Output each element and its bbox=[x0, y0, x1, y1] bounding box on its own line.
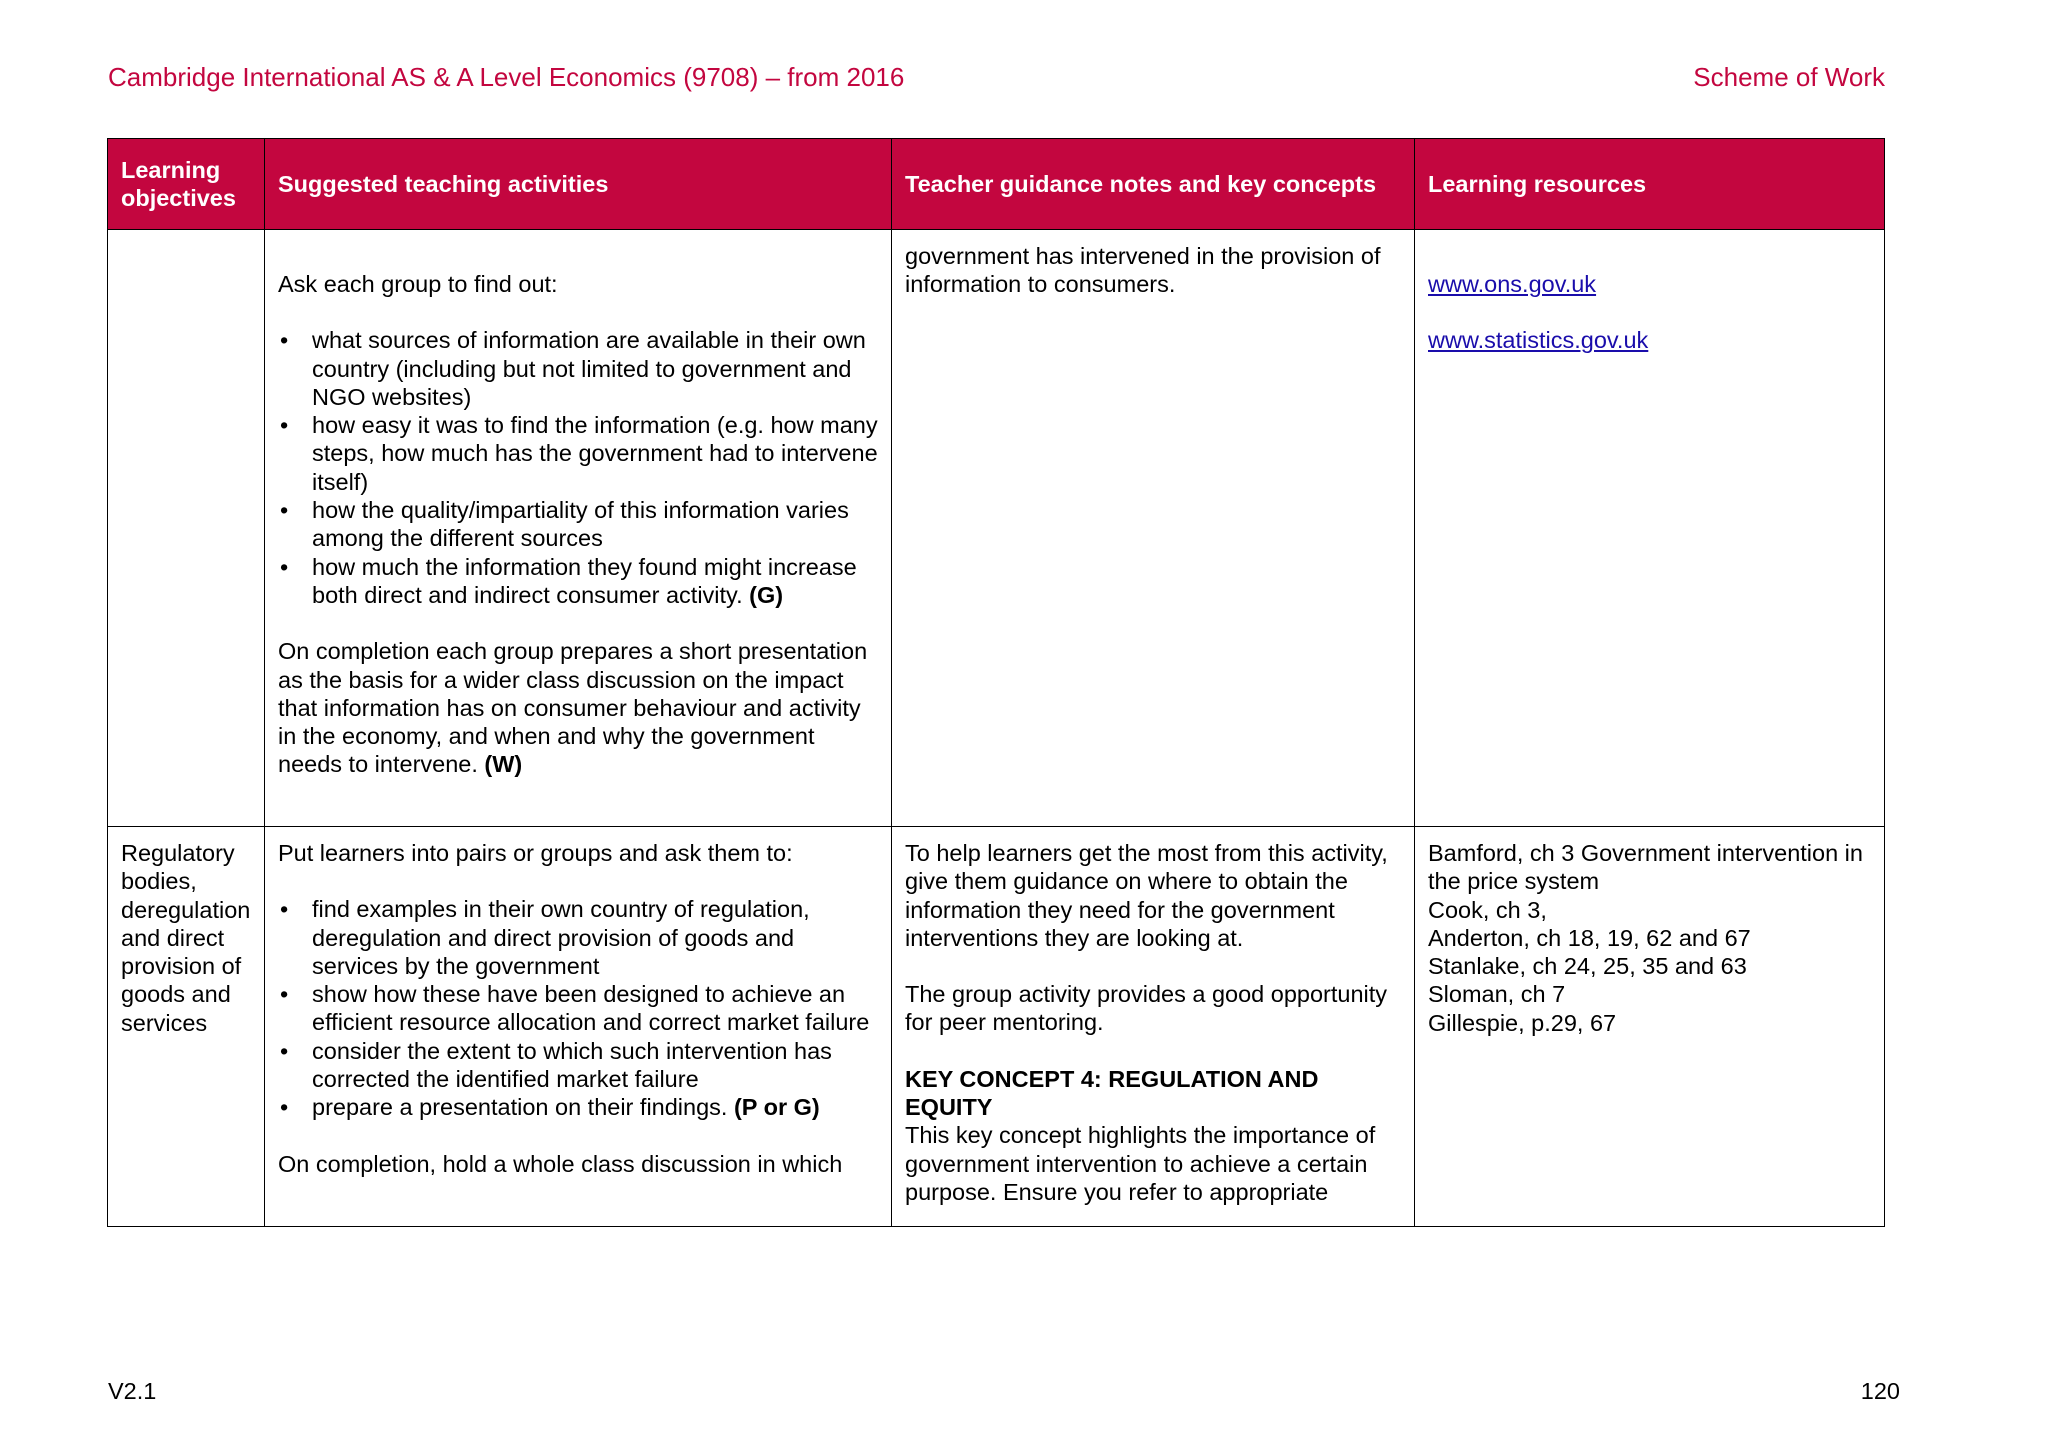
document-title: Cambridge International AS & A Level Economics (9708) – from 2016 bbox=[108, 62, 905, 92]
document-type: Scheme of Work bbox=[1693, 62, 1885, 92]
list-item: • how much the information they found might increase both direct and indirect consumer activity. (G) bbox=[278, 553, 879, 610]
objective-cell bbox=[108, 230, 265, 827]
activities-cell bbox=[265, 230, 892, 827]
list-item: • what sources of information are available in their own country (including but not limited to government and NGO websites) bbox=[278, 326, 879, 411]
scheme-of-work-table bbox=[107, 138, 1885, 1227]
table-row bbox=[108, 230, 1885, 827]
column-header-objectives: Learning objectives bbox=[108, 139, 265, 230]
list-item: • prepare a presentation on their findings. (P or G) bbox=[278, 1093, 879, 1121]
guidance-text: government has intervened in the provision of information to consumers. bbox=[905, 243, 1381, 298]
key-concept-text: This key concept highlights the importance of government intervention to achieve a certain purpose. Ensure you refer to appropriate bbox=[905, 1122, 1376, 1205]
resources-cell bbox=[1415, 230, 1885, 827]
activities-intro: Put learners into pairs or groups and ask them to: bbox=[278, 840, 793, 866]
activities-bullet-list bbox=[278, 895, 879, 1121]
grouping-tag: (G) bbox=[749, 581, 784, 608]
grouping-tag: (W) bbox=[484, 751, 523, 778]
table-header-row bbox=[108, 139, 1885, 230]
resource-item: Cook, ch 3, bbox=[1428, 896, 1547, 923]
grouping-tag: (P or G) bbox=[733, 1094, 820, 1121]
objective-cell: Regulatory bodies, deregulation and direct provision of goods and services bbox=[108, 827, 265, 1227]
resource-link-ons[interactable]: www.ons.gov.uk bbox=[1428, 271, 1597, 297]
resources-cell bbox=[1415, 827, 1885, 1227]
resource-item: Sloman, ch 7 bbox=[1428, 981, 1566, 1008]
table-row bbox=[108, 827, 1885, 1227]
list-item: • find examples in their own country of regulation, deregulation and direct provision of goods and services by the government bbox=[278, 895, 879, 980]
activities-cell bbox=[265, 827, 892, 1227]
key-concept-title: KEY CONCEPT 4: REGULATION AND EQUITY bbox=[905, 1065, 1319, 1121]
list-item: • show how these have been designed to achieve an efficient resource allocation and correct market failure bbox=[278, 980, 879, 1037]
resource-item: Stanlake, ch 24, 25, 35 and 63 bbox=[1428, 953, 1747, 980]
column-header-guidance: Teacher guidance notes and key concepts bbox=[892, 139, 1415, 230]
resource-link-statistics[interactable]: www.statistics.gov.uk bbox=[1428, 327, 1649, 354]
list-item: • how the quality/impartiality of this information varies among the different sources bbox=[278, 496, 879, 553]
column-header-activities: Suggested teaching activities bbox=[265, 139, 892, 230]
resource-item: Gillespie, p.29, 67 bbox=[1428, 1009, 1617, 1036]
guidance-cell bbox=[892, 230, 1415, 827]
activities-intro: Ask each group to find out: bbox=[278, 271, 558, 297]
activities-bullet-list bbox=[278, 326, 879, 609]
list-item: • how easy it was to find the information (e.g. how many steps, how much has the government had to intervene itself) bbox=[278, 411, 879, 496]
activities-closing: On completion each group prepares a short presentation as the basis for a wider class discussion on the impact that information has on consumer behaviour and activity in the economy, and when and why the government needs to intervene. (W) bbox=[278, 638, 868, 778]
list-item: • consider the extent to which such intervention has corrected the identified market failure bbox=[278, 1037, 879, 1094]
resource-item: Anderton, ch 18, 19, 62 and 67 bbox=[1428, 924, 1751, 951]
column-header-resources: Learning resources bbox=[1415, 139, 1885, 230]
guidance-text: The group activity provides a good opportunity for peer mentoring. bbox=[905, 981, 1388, 1036]
page-number: 120 bbox=[1860, 1378, 1900, 1404]
guidance-cell bbox=[892, 827, 1415, 1227]
version-label: V2.1 bbox=[108, 1378, 157, 1404]
activities-closing: On completion, hold a whole class discussion in which bbox=[278, 1150, 843, 1177]
guidance-text: To help learners get the most from this activity, give them guidance on where to obtain the information they need for the government interventions they are looking at. bbox=[905, 840, 1388, 951]
resource-item: Bamford, ch 3 Government intervention in the price system bbox=[1428, 840, 1863, 895]
